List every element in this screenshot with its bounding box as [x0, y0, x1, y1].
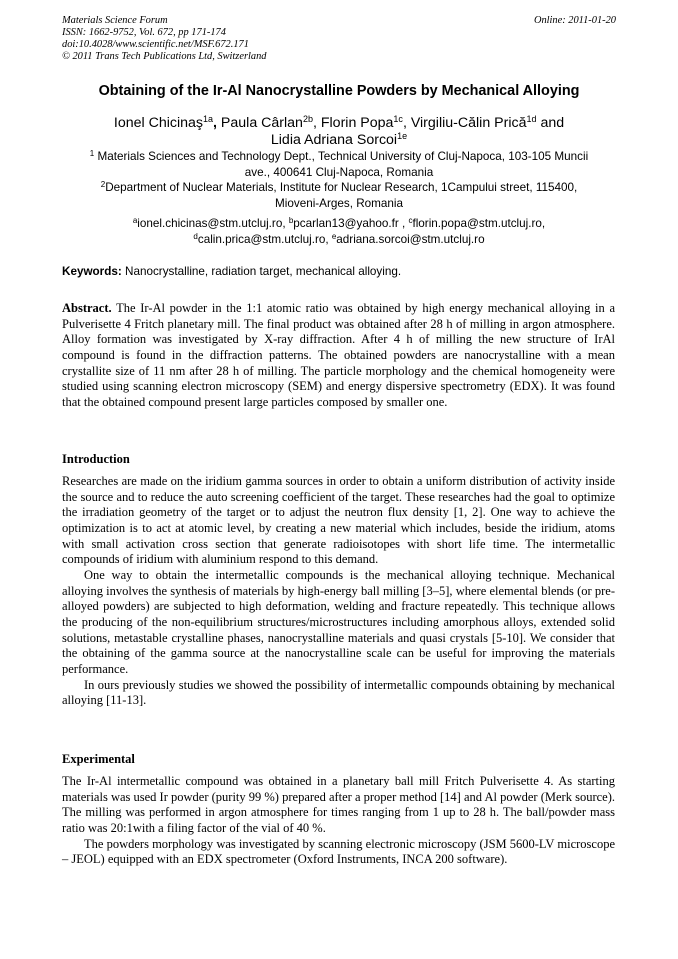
keywords: [62, 264, 616, 280]
affiliation-line: Materials Sciences and Technology Dept., Technical University of Cluj-Napoca, 103-105 Muncii: [94, 150, 589, 163]
paragraph: The powders morphology was investigated by scanning electronic microscopy (JSM 5600-LV microscope – JEOL) equipped with an EDX spectrometer (Oxford Instruments, INCA 200 software).: [62, 836, 615, 867]
section-heading-introduction: Introduction: [62, 452, 130, 466]
affiliation-sup: 1: [89, 149, 95, 158]
abstract-text: The Ir-Al powder in the 1:1 atomic ratio was obtained by high energy mechanical alloying in a Pulverisette 4 Fritch planetary mill. The final product was obtained after 28 h of milling in argon atmosphere. Alloy formation was investigated by X-ray diffraction. After 4 h of milling the new structure of IrAl compound is found in the diffraction patterns. The obtained powders are nanocrystalline with a mean crystallite size of 11 nm after 28 h of milling. The particle morphology and the chemical homogeneity were studied using scanning electron microscopy (SEM) and energy dispersive spectrometry (EDX). It was found that the obtained compound present large particles composed by smaller one.: [62, 301, 615, 409]
affiliation-line: ave., 400641 Cluj-Napoca, Romania: [244, 166, 434, 179]
paragraph: Researches are made on the iridium gamma sources in order to obtain a uniform distribution of activity inside the source and to reduce the auto screening coefficient of the target. These researches had the goal to optimize the irradiation geometry of the target or to adjust the neutron flux density [1, 2]. One way to achieve the optimization is to act at atomic level, by creating a new material which includes, beside the iridium, atoms with small activation cross section that generate radioisotopes with short life time. The intermetallic compounds of iridium with aluminium respond to this demand.: [62, 474, 615, 567]
section-heading-experimental: Experimental: [62, 752, 135, 766]
email-address[interactable]: adriana.sorcoi@stm.utcluj.ro: [336, 233, 485, 246]
author-name: Ionel Chicinaş: [113, 115, 204, 131]
author-sup: 2b: [302, 114, 313, 124]
email-sup: a: [132, 216, 138, 225]
author-name: Lidia Adriana Sorcoi: [270, 132, 398, 148]
introduction-body: [62, 474, 615, 709]
author-name: Virgiliu-Călin Prică: [410, 115, 527, 131]
experimental-body: [62, 774, 615, 868]
author-sup: 1d: [526, 114, 537, 124]
email-sup: d: [193, 232, 198, 241]
author-list: Ionel Chicinaş$^{1a}$, Paula Cârlan$^{2b}$, Florin Popa$^{1c}$, Virgiliu-Călin Prică$^{1d}$ and Lidia Adriana Sorcoi$^{1e}$: [113, 114, 565, 148]
journal-name: Materials Science Forum: [62, 15, 168, 26]
abstract-label: Abstract.: [62, 301, 112, 315]
issn-line: ISSN: 1662-9752, Vol. 672, pp 171-174: [62, 27, 226, 38]
author-name: Florin Popa: [320, 115, 394, 131]
email-sup: c: [408, 216, 413, 225]
affiliation-line: Department of Nuclear Materials, Institute for Nuclear Research, 1Campului street, 115400,: [105, 181, 578, 194]
email-address[interactable]: florin.popa@stm.utcluj.ro,: [412, 217, 546, 230]
email-list: [62, 216, 616, 248]
author-sup: 1e: [397, 131, 408, 141]
email-sup: b: [288, 216, 294, 225]
paragraph: The Ir-Al intermetallic compound was obtained in a planetary ball mill Fritch Pulverisette 4. As starting materials was used Ir powder (purity 99 %) prepared after a proper method [14] and Al powder (Merk source). The milling was performed in argon atmosphere for times ranging from 1 up to 28 h. The ball/powder mass ratio was 20:1with a filing factor of the vial of 40 %.: [62, 774, 615, 835]
journal-header: [62, 15, 266, 63]
author-name: Paula Cârlan: [220, 115, 303, 131]
online-date: Online: 2011-01-20: [533, 15, 616, 26]
paragraph: In ours previously studies we showed the possibility of intermetallic compounds obtaining by mechanical alloying [11-13].: [62, 677, 615, 708]
keywords-text: Nanocrystalline, radiation target, mechanical alloying.: [121, 265, 402, 278]
author-and: and: [540, 115, 565, 131]
paragraph: One way to obtain the intermetallic compounds is the mechanical alloying technique. Mechanical alloying involves the synthesis of materials by high-energy ball milling [3–5], where elemental blends (or pre-alloyed powders) are subjected to high deformation, welding and fracture repeatedly. This technique allows the producing of the non-equilibrium structures/microstructures including amorphous alloys, extended solid solutions, metastable crystalline phases, nanocrystalline materials and quasi crystals [5-10]. We consider that the obtaining of the gamma source at the nanocrystalline scale can be useful for improving the materials performance.: [62, 567, 615, 676]
email-address[interactable]: pcarlan13@yahoo.fr ,: [293, 217, 409, 230]
affiliation-sup: 2: [100, 180, 106, 189]
copyright-line: © 2011 Trans Tech Publications Ltd, Switzerland: [62, 51, 267, 62]
email-sup: e: [331, 232, 337, 241]
keywords-label: Keywords:: [62, 265, 122, 278]
email-address[interactable]: ionel.chicinas@stm.utcluj.ro,: [137, 217, 289, 230]
author-sup: 1c: [393, 114, 403, 124]
email-address[interactable]: calin.prica@stm.utcluj.ro,: [197, 233, 332, 246]
abstract: [62, 301, 615, 411]
author-sup: 1a: [203, 114, 214, 124]
doi-line: doi:10.4028/www.scientific.net/MSF.672.171: [62, 39, 249, 50]
affiliation-2: [62, 180, 616, 212]
affiliation-line: Mioveni-Arges, Romania: [275, 197, 403, 210]
affiliation-1: [62, 149, 616, 181]
paper-title: Obtaining of the Ir-Al Nanocrystalline Powders by Mechanical Alloying: [98, 83, 580, 99]
